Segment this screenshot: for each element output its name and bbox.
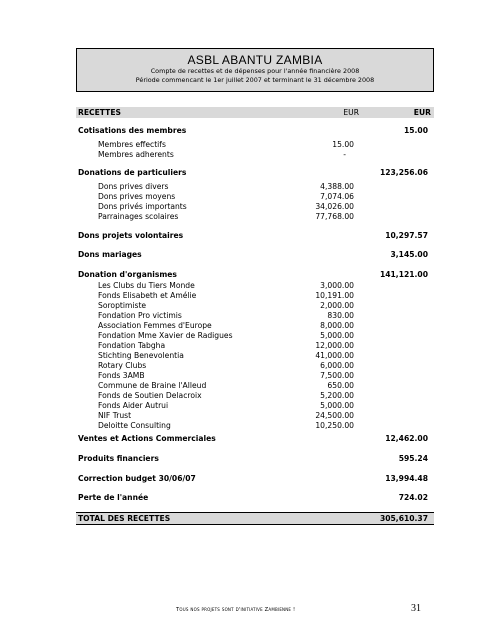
item-amount: 6,000.00 [320,361,354,370]
item-amount: 4,388.00 [320,182,354,191]
section-total: 141,121.00 [379,270,428,279]
item-label: Association Femmes d'Europe [98,321,212,330]
section-title: Correction budget 30/06/07 [78,474,196,483]
item-label: Membres adherents [98,150,174,159]
section-total: 13,994.48 [385,474,428,483]
section-total: 10,297.57 [385,231,428,240]
item-amount: 77,768.00 [315,212,354,221]
section-title: Donation d'organismes [78,270,177,279]
section-total: 15.00 [403,126,428,135]
item-label: Stichting Benevolentia [98,351,184,360]
item-amount: 2,000.00 [320,301,354,310]
section-total: 123,256.06 [379,168,428,177]
item-amount: 34,026.00 [315,202,354,211]
section-total: 3,145.00 [390,250,428,259]
item-amount: 3,000.00 [320,281,354,290]
item-label: Fonds Elisabeth et Amélie [98,291,197,300]
item-amount: 5,200.00 [320,391,354,400]
item-label: Fonds 3AMB [98,371,145,380]
footer-motto: Tous nos projets sont d'initiative Zambienne ! [176,607,296,613]
item-amount: 24,500.00 [315,411,354,420]
grand-total-label: TOTAL DES RECETTES [78,514,171,523]
page-number: 31 [411,603,421,614]
section-title: Donations de particuliers [78,168,187,177]
item-label: Fonds de Soutien Delacroix [98,391,202,400]
section-title: Ventes et Actions Commerciales [78,434,216,443]
item-label: Dons privés importants [98,202,187,211]
organization-name: ASBL ABANTU ZAMBIA [187,53,323,67]
section-title: Dons projets volontaires [78,231,184,240]
item-amount: 5,000.00 [320,401,354,410]
item-label: Membres effectifs [98,140,166,149]
item-label: Les Clubs du Tiers Monde [98,281,195,290]
item-amount: 8,000.00 [320,321,354,330]
section-total: 724.02 [398,493,428,502]
column-currency-detail: EUR [343,108,359,117]
grand-total-row [76,512,434,525]
grand-total-value: 305,610.37 [379,514,428,523]
item-label: Commune de Braine l'Alleud [98,381,207,390]
item-amount: 10,250.00 [315,421,354,430]
item-amount: - [343,150,346,159]
item-label: Dons prives moyens [98,192,176,201]
section-title: Cotisations des membres [78,126,187,135]
column-currency-total: EUR [413,108,431,117]
item-label: Fonds Aider Autrui [98,401,169,410]
item-label: Fondation Mme Xavier de Radigues [98,331,233,340]
item-label: Dons prives divers [98,182,169,191]
section-title: Perte de l'année [78,493,149,502]
section-title: Produits financiers [78,454,159,463]
item-label: NIF Trust [98,411,132,420]
item-label: Fondation Pro victimis [98,311,182,320]
item-amount: 830.00 [327,311,354,320]
item-amount: 10,191.00 [315,291,354,300]
item-amount: 5,000.00 [320,331,354,340]
item-label: Soroptimiste [98,301,147,310]
item-amount: 41,000.00 [315,351,354,360]
item-amount: 12,000.00 [315,341,354,350]
section-title: Dons mariages [78,250,142,259]
item-label: Rotary Clubs [98,361,147,370]
section-total: 12,462.00 [385,434,428,443]
report-subtitle: Compte de recettes et de dépenses pour l'année financière 2008 [150,67,360,75]
column-label-recettes: RECETTES [78,108,121,117]
report-period: Période commencant le 1er juillet 2007 et terminant le 31 décembre 2008 [135,76,375,84]
item-label: Parrainages scolaires [98,212,179,221]
item-amount: 7,074.06 [320,192,354,201]
item-amount: 15.00 [332,140,354,149]
column-header [76,107,434,118]
item-amount: 7,500.00 [320,371,354,380]
report-header [76,48,434,92]
item-label: Fondation Tabgha [98,341,166,350]
item-label: Deloitte Consulting [98,421,171,430]
item-amount: 650.00 [327,381,354,390]
section-total: 595.24 [398,454,428,463]
